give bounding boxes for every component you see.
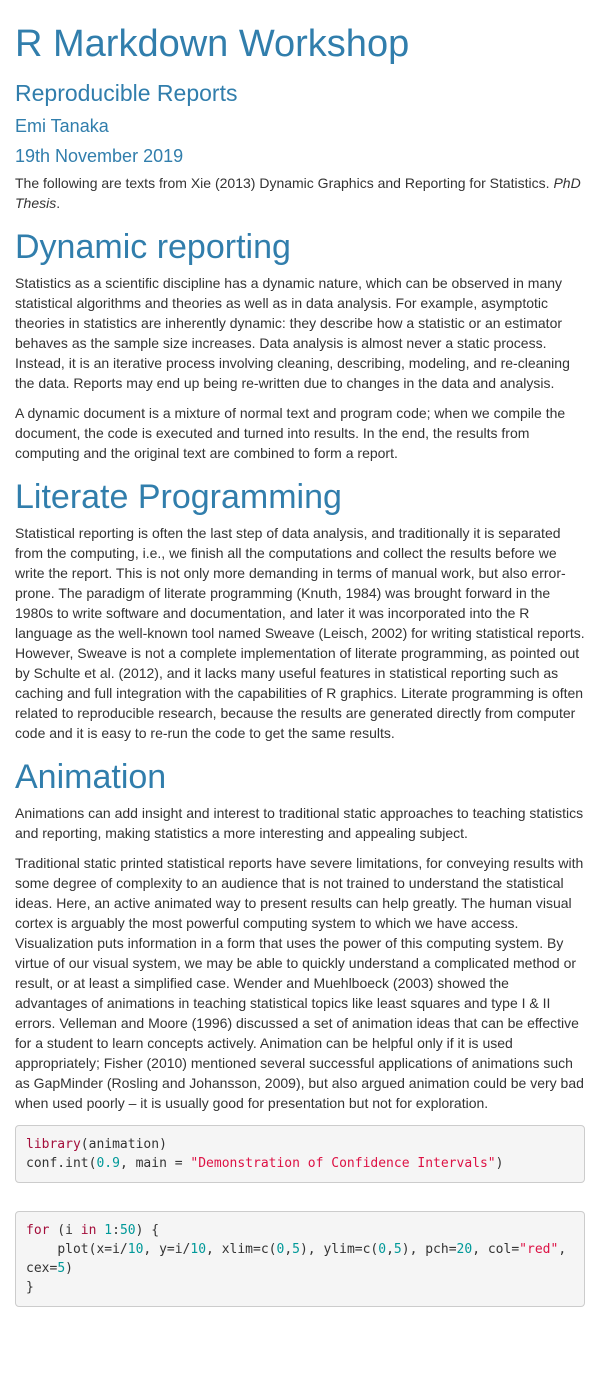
code-number: 5: [57, 1261, 66, 1276]
code-token: , xlim=c(: [206, 1242, 277, 1257]
code-token: :: [112, 1223, 120, 1238]
code-block-library[interactable]: [15, 1125, 585, 1183]
code-token: ) }: [26, 1261, 73, 1295]
section-title-dynamic-reporting: Dynamic reporting: [15, 228, 291, 266]
page-subtitle: Reproducible Reports: [15, 80, 238, 106]
code-number: 10: [190, 1242, 207, 1257]
code-confint-call: conf.int(: [26, 1156, 97, 1171]
dynamic-paragraph-2: A dynamic document is a mixture of normal text and program code; when we compile the document, the code is executed and turned into results. In the end, the results from computing and the original text are combined to form a report.: [15, 405, 566, 461]
code-confint-title: "Demonstration of Confidence Intervals": [190, 1156, 496, 1171]
code-token: (i: [49, 1223, 81, 1238]
code-token: ) {: [135, 1223, 160, 1238]
code-number: 20: [456, 1242, 473, 1257]
code-string: "red": [519, 1242, 559, 1257]
literate-paragraph-1: Statistical reporting is often the last step of data analysis, and traditionally it is separated from the computing, i.e., we finish all the computations and collect the results before we write the report. This is not only more demanding in terms of manual work, but also error-prone. The paradigm of literate programming (Knuth, 1984) was brought forward in the 1980s to write software and documentation, and later it was incorporated into the R language as the well-known tool named Sweave (Leisch, 2002) for writing statistical reports. However, Sweave is not a complete implementation of literate programming, as pointed out by Schulte et al. (2012), and it lacks many useful features in statistical reporting such as caching and full integration with the capabilities of R graphics. Literate programming is often related to reproducible research, because the results are generated directly from computer code and it is easy to re-run the code to get the same results.: [15, 525, 585, 741]
code-number: 50: [119, 1223, 136, 1238]
code-in-keyword: in: [80, 1223, 97, 1238]
code-number: 10: [127, 1242, 144, 1257]
code-token: , y=i/: [143, 1242, 191, 1257]
author: Emi Tanaka: [15, 116, 109, 136]
code-token: ), ylim=c(: [299, 1242, 379, 1257]
section-title-animation: Animation: [15, 758, 167, 796]
code-token: plot(x=i/: [57, 1242, 128, 1257]
intro-emphasis: PhD Thesis: [15, 175, 581, 211]
code-number: 5: [292, 1242, 300, 1257]
code-token: ,: [386, 1242, 394, 1257]
code-token: ), pch=: [401, 1242, 457, 1257]
code-library-fn: library: [26, 1137, 81, 1152]
code-block-loop[interactable]: [15, 1211, 585, 1307]
code-confint-close: ): [495, 1156, 504, 1171]
code-number: 1: [104, 1223, 113, 1238]
page-title: R Markdown Workshop: [15, 23, 410, 65]
intro-period: .: [56, 195, 61, 211]
code-for-keyword: for: [26, 1223, 50, 1238]
intro-paragraph: [15, 173, 585, 213]
code-confint-main: , main =: [119, 1156, 191, 1171]
dynamic-paragraph-1: Statistics as a scientific discipline has a dynamic nature, which can be observed in many statistical algorithms and theories as well as in data analysis. For example, asymptotic theories in statistics are inherently dynamic: they describe how a statistic or an estimator behaves as the sample size increases. Data analysis is almost never a static process. Instead, it is an iterative process involving cleaning, describing, modeling, and re-cleaning the data. Reports may end up being re-written due to changes in the data and analysis.: [15, 275, 570, 391]
animation-paragraph-1: Animations can add insight and interest to traditional static approaches to teaching statistics and reporting, making statistics a more interesting and appealing subject.: [15, 805, 584, 841]
code-token: ,: [284, 1242, 293, 1257]
code-number: 0: [378, 1242, 387, 1257]
date: 19th November 2019: [15, 146, 184, 166]
animation-paragraph-2: Traditional static printed statistical reports have severe limitations, for conveying results with some degree of complexity to an audience that is not trained to understand the statistical ideas. Here, an active animated way to present results can help greatly. The human visual cortex is arguably the most powerful computing system to which we have access. Visualization puts information in a form that uses the power of this computing system. By virtue of our visual system, we may be able to quickly understand a complicated method or result, or at least a simplified case. Wender and Muehlboeck (2003) showed the advantages of animations in teaching statistical topics like least squares and type I & II errors. Velleman and Moore (1996) discussed a set of animation ideas that can be effective for a student to learn concepts actively. Animation can be helpful only if it is used appropriately; Fisher (2010) mentioned several successful applications of animations such as GapMinder (Rosling and Johansson, 2009), but also argued animation could be very bad when used poorly – it is usually good for presentation but not for exploration.: [15, 855, 584, 1111]
intro-text: The following are texts from Xie (2013) Dynamic Graphics and Reporting for Statistics.: [15, 175, 554, 191]
section-title-literate-programming: Literate Programming: [15, 478, 342, 516]
code-token: , cex=: [26, 1242, 567, 1276]
code-number: 0: [276, 1242, 285, 1257]
code-library-arg: (animation): [80, 1137, 167, 1152]
code-number: 5: [393, 1242, 402, 1257]
code-token: , col=: [472, 1242, 520, 1257]
code-confint-level: 0.9: [96, 1156, 120, 1171]
